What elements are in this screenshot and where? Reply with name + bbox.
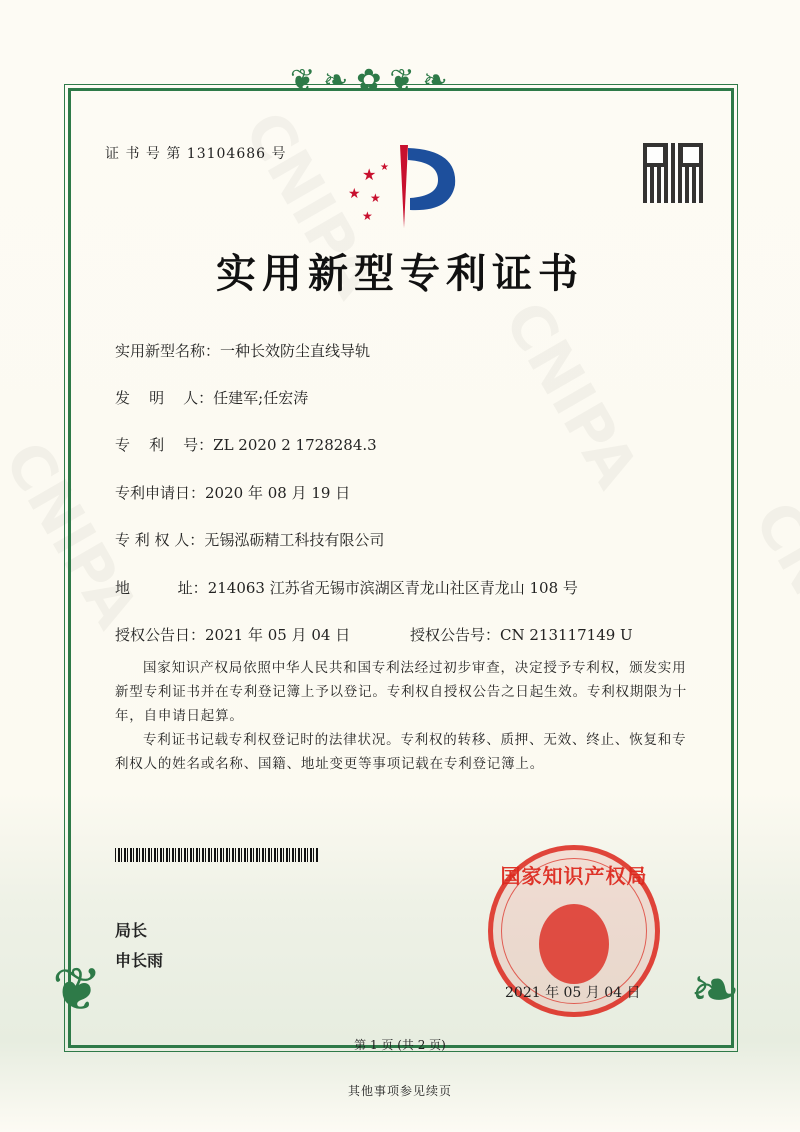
ornament-bottom-left-icon: ❦ — [52, 955, 103, 1025]
field-value: 无锡泓砺精工科技有限公司 — [204, 531, 385, 549]
certificate-number: 证 书 号 第 13104686 号 — [105, 146, 287, 162]
barcode — [115, 848, 318, 862]
field-label: 实用新型名称： — [115, 342, 221, 360]
paragraph-grant: 国家知识产权局依照中华人民共和国专利法经过初步审查，决定授予专利权，颁发实用新型专利证书并在专利登记簿上予以登记。专利权自授权公告之日起生效。专利权期限为十年，自申请日起算。 — [115, 660, 687, 724]
field-address — [115, 577, 578, 598]
field-label: 发 明 人： — [115, 389, 214, 407]
field-value: CN 213117149 U — [500, 626, 633, 644]
qr-code — [643, 143, 703, 203]
field-value: 一种长效防尘直线导轨 — [220, 342, 371, 360]
field-label: 专利申请日： — [115, 484, 206, 502]
field-label: 地 址： — [115, 579, 208, 597]
field-label: 授权公告日： — [115, 626, 206, 644]
ornament-top-icon: ❦❧✿❦❧ — [290, 63, 456, 98]
field-value: ZL 2020 2 1728284.3 — [213, 436, 377, 454]
field-value: 214063 江苏省无锡市滨湖区青龙山社区青龙山 108 号 — [207, 579, 578, 597]
page-number: 第 1 页 (共 2 页) — [354, 1038, 446, 1052]
ornament-bottom-right-icon: ❧ — [690, 955, 741, 1025]
cnipa-logo-icon — [340, 140, 460, 230]
field-utility-model-name — [115, 340, 370, 361]
director-name: 申长雨 — [115, 951, 164, 970]
field-grant-number — [410, 624, 633, 645]
field-label: 专 利 权 人： — [115, 531, 205, 549]
field-value: 2020 年 08 月 19 日 — [205, 484, 351, 502]
svg-text:★: ★ — [380, 162, 389, 173]
field-inventor — [115, 387, 308, 408]
field-label: 专 利 号： — [115, 436, 214, 454]
field-patentee — [115, 529, 384, 550]
field-application-date — [115, 482, 350, 503]
svg-text:★: ★ — [370, 191, 381, 205]
field-value: 任建军;任宏涛 — [213, 389, 309, 407]
field-label: 授权公告号： — [410, 626, 501, 644]
field-value: 2021 年 05 月 04 日 — [205, 626, 351, 644]
continued-note: 其他事项参见续页 — [347, 1084, 452, 1098]
paragraph-legal-status: 专利证书记载专利权登记时的法律状况。专利权的转移、质押、无效、终止、恢复和专利权人的姓名或名称、国籍、地址变更等事项记载在专利登记簿上。 — [115, 732, 687, 772]
national-emblem-icon — [539, 904, 609, 984]
seal-date: 2021 年 05 月 04 日 — [505, 985, 641, 1001]
svg-text:★: ★ — [348, 186, 361, 202]
director-title: 局长 — [115, 921, 148, 940]
page-title: 实用新型专利证书 — [216, 250, 584, 297]
svg-text:★: ★ — [362, 209, 373, 223]
field-grant-date — [115, 624, 350, 645]
svg-text:★: ★ — [362, 165, 377, 184]
seal-text: 国家知识产权局 — [500, 864, 648, 888]
field-patent-number — [115, 434, 377, 455]
